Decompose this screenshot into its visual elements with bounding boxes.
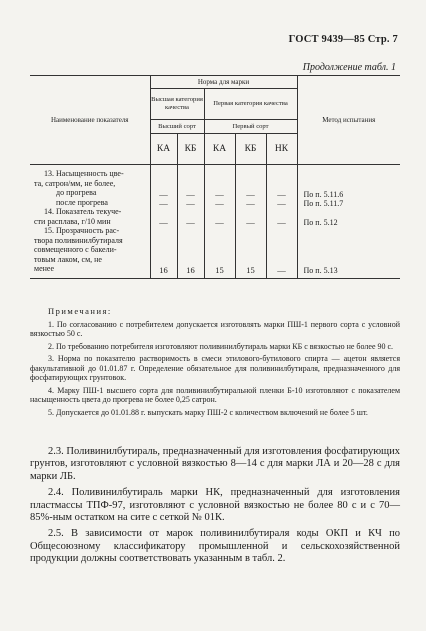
values-column [235,165,266,279]
row-indicators [30,165,150,279]
header-grade: КБ [235,134,266,165]
cell-value: — [277,199,286,208]
header-sort-first: Первый сорт [204,120,297,134]
paragraph-2-5: 2.5. В зависимости от марок поливинилбутираля коды ОКП и КЧ по Общесоюзному классификатору промышленной и сельскохозяйственной продукции должны соответствовать указанным в табл. 2. [30,528,400,565]
cell-value: — [277,265,286,275]
row15-line: товым лаком, см, не [34,254,102,264]
cell-value: — [246,218,255,227]
cell-value: — [215,199,224,208]
cell-value: — [159,199,168,208]
main-text [30,446,400,570]
table-continuation-label: Продолжение табл. 1 [302,62,396,73]
header-grade: КА [150,134,177,165]
cell-value: — [159,189,168,199]
header-norm: Норма для марки [150,76,297,89]
row13-sub-before-heating: до прогрева [56,188,97,197]
cell-value: — [246,189,255,199]
notes-title: Примечания: [48,306,112,316]
cell-value: — [186,189,195,199]
note-item: 5. Допускается до 01.01.88 г. выпускать марку ПШ-2 с количеством включений не более 5 шт. [48,407,368,417]
cell-value: — [186,199,195,208]
row14-line: 14. Показатель текуче- [44,207,122,216]
paragraph-2-3: 2.3. Поливинилбутираль, предназначенный для изготовления фосфатирующих грунтов, изготовляют с условной вязкостью 8—14 с для марки ЛА и 20—28 с для марки ЛБ. [30,446,400,482]
values-column [177,165,204,279]
cell-value: — [215,218,224,227]
note-item: 4. Марку ПШ-1 высшего сорта для поливинилбутиральной пленки Б-10 изготовляют с показателем насыщенность цвета до прогрева не более 0,25 сатрон. [30,385,400,404]
header-category-highest: Высшая категория качества [150,89,204,120]
cell-value: — [277,189,286,199]
values-column [150,165,177,279]
values-column [204,165,235,279]
method-ref: По п. 5.11.7 [303,199,344,208]
method-ref: По п. 5.13 [303,265,338,275]
cell-value: 16 [186,265,195,275]
header-sort-highest: Высший сорт [150,120,204,134]
cell-value: — [186,218,195,227]
cell-value: 15 [246,265,255,275]
cell-value: 15 [215,265,224,275]
method-ref: По п. 5.11.6 [303,189,344,199]
cell-value: — [159,218,168,227]
row13-line: та, сатрон/мм, не более, [34,178,116,188]
page-header: ГОСТ 9439—85 Стр. 7 [288,34,398,45]
row14-line: сти расплава, г/10 мин [34,216,111,226]
note-item: 2. По требованию потребителя изготовляют поливинилбутираль марки КБ с вязкостью не более 90 с. [48,341,394,351]
values-column [266,165,297,279]
row15-line: твора поливинилбутираля [34,235,123,245]
row15-line: менее [34,264,54,273]
methods-column [297,165,400,279]
row13-sub-after-heating: после прогрева [56,197,108,207]
header-grade: НК [266,134,297,165]
header-grade: КА [204,134,235,165]
row15-line: 15. Прозрачность рас- [44,226,120,235]
cell-value: 16 [159,265,168,275]
row13-line: 13. Насыщенность цве- [44,169,124,178]
header-indicator-name: Наименование показателя [30,76,150,165]
note-item: 1. По согласованию с потребителем допускается изготовлять марки ПШ-1 первого сорта с условной вязкостью 50 с. [30,319,400,338]
header-test-method: Метод испытания [297,76,400,165]
method-ref: По п. 5.12 [303,218,338,227]
specification-table [30,75,400,279]
paragraph-2-4: 2.4. Поливинилбутираль марки НК, предназначенный для изготовления пластмассы ТПФ-97, изготовляют с условной вязкостью не более 80 с и с 70—85%-ным остатком на сите с сеткой № 01К. [30,487,400,524]
note-item: 3. Норма по показателю растворимость в смеси этилового-бутилового спирта — ацетон является факультативной до 01.01.87 г. Определение обязательное для поливинилбутираля, предназначенного для фосфатирующих грунтовок. [30,354,400,382]
notes-section [30,307,400,420]
header-grade: КБ [177,134,204,165]
cell-value: — [246,199,255,208]
header-category-first: Первая категория качества [204,89,297,120]
row15-line: совмещенного с бакели- [34,245,117,254]
cell-value: — [215,189,224,199]
cell-value: — [277,218,286,227]
